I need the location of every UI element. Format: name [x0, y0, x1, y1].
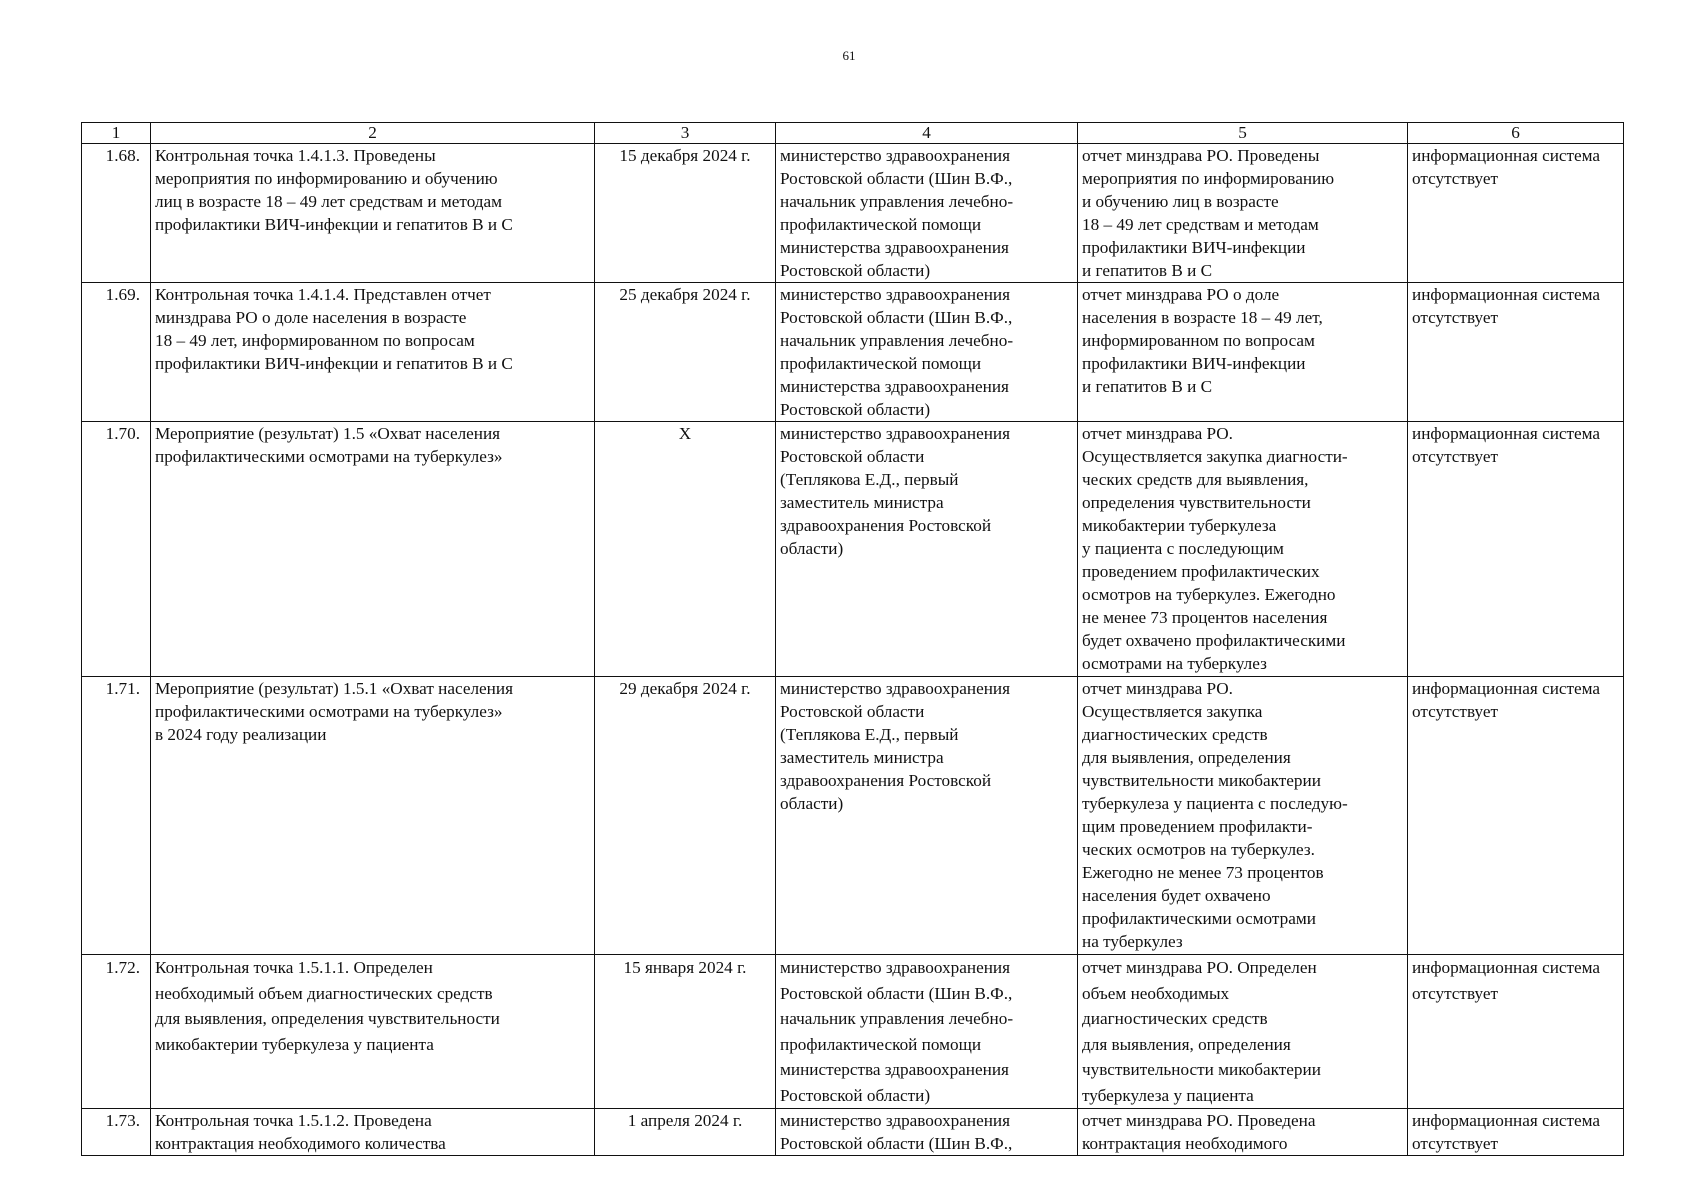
column-header-2: 2	[151, 123, 595, 144]
column-header-1: 1	[82, 123, 151, 144]
row-description: Мероприятие (результат) 1.5.1 «Охват населения профилактическими осмотрами на туберкулез» в 2024 году реализации	[151, 677, 595, 955]
row-result: отчет минздрава РО о доле населения в возрасте 18 – 49 лет, информированном по вопросам профилактики ВИЧ-инфекции и гепатитов В и С	[1078, 283, 1408, 422]
column-header-4: 4	[776, 123, 1078, 144]
row-result: отчет минздрава РО. Определен объем необходимых диагностических средств для выявления, определения чувствительности микобактерии туберкулеза у пациента	[1078, 955, 1408, 1109]
row-number: 1.68.	[82, 144, 151, 283]
row-description: Мероприятие (результат) 1.5 «Охват населения профилактическими осмотрами на туберкулез»	[151, 422, 595, 677]
page-number: 61	[842, 48, 856, 63]
row-description: Контрольная точка 1.5.1.2. Проведена контрактация необходимого количества	[151, 1109, 595, 1156]
row-information-system: информационная система отсутствует	[1408, 422, 1624, 677]
row-number: 1.73.	[82, 1109, 151, 1156]
row-description: Контрольная точка 1.4.1.4. Представлен отчет минздрава РО о доле населения в возрасте 18 – 49 лет, информированном по вопросам профилактики ВИЧ-инфекции и гепатитов В и С	[151, 283, 595, 422]
table-row	[82, 1109, 1624, 1156]
row-responsible: министерство здравоохранения Ростовской области (Шин В.Ф., начальник управления лечебно- профилактической помощи министерства здравоохранения Ростовской области)	[776, 283, 1078, 422]
table-row	[82, 283, 1624, 422]
table-header-row	[82, 123, 1624, 144]
row-date: Х	[595, 422, 776, 677]
row-responsible: министерство здравоохранения Ростовской области (Шин В.Ф.,	[776, 1109, 1078, 1156]
column-header-6: 6	[1408, 123, 1624, 144]
row-number: 1.71.	[82, 677, 151, 955]
row-result: отчет минздрава РО. Проведена контрактация необходимого	[1078, 1109, 1408, 1156]
row-date: 1 апреля 2024 г.	[595, 1109, 776, 1156]
column-header-3: 3	[595, 123, 776, 144]
row-responsible: министерство здравоохранения Ростовской области (Шин В.Ф., начальник управления лечебно- профилактической помощи министерства здравоохранения Ростовской области)	[776, 144, 1078, 283]
row-information-system: информационная система отсутствует	[1408, 283, 1624, 422]
row-number: 1.72.	[82, 955, 151, 1109]
row-information-system: информационная система отсутствует	[1408, 677, 1624, 955]
row-number: 1.70.	[82, 422, 151, 677]
measures-table	[81, 122, 1624, 1156]
row-information-system: информационная система отсутствует	[1408, 1109, 1624, 1156]
row-result: отчет минздрава РО. Осуществляется закупка диагности- ческих средств для выявления, определения чувствительности микобактерии туберкулеза у пациента с последующим проведением профилактических осмотров на туберкулез. Ежегодно не менее 73 процентов населения будет охвачено профилактическими осмотрами на туберкулез	[1078, 422, 1408, 677]
row-result: отчет минздрава РО. Проведены мероприятия по информированию и обучению лиц в возрасте 18 – 49 лет средствам и методам профилактики ВИЧ-инфекции и гепатитов В и С	[1078, 144, 1408, 283]
row-date: 15 декабря 2024 г.	[595, 144, 776, 283]
row-description: Контрольная точка 1.4.1.3. Проведены мероприятия по информированию и обучению лиц в возрасте 18 – 49 лет средствам и методам профилактики ВИЧ-инфекции и гепатитов В и С	[151, 144, 595, 283]
row-date: 29 декабря 2024 г.	[595, 677, 776, 955]
table-row	[82, 955, 1624, 1109]
row-information-system: информационная система отсутствует	[1408, 144, 1624, 283]
table-row	[82, 144, 1624, 283]
table-row	[82, 677, 1624, 955]
table-row	[82, 422, 1624, 677]
row-responsible: министерство здравоохранения Ростовской области (Теплякова Е.Д., первый заместитель министра здравоохранения Ростовской области)	[776, 422, 1078, 677]
row-responsible: министерство здравоохранения Ростовской области (Шин В.Ф., начальник управления лечебно- профилактической помощи министерства здравоохранения Ростовской области)	[776, 955, 1078, 1109]
column-header-5: 5	[1078, 123, 1408, 144]
row-date: 25 декабря 2024 г.	[595, 283, 776, 422]
table-body	[82, 123, 1624, 1156]
row-description: Контрольная точка 1.5.1.1. Определен необходимый объем диагностических средств для выявления, определения чувствительности микобактерии туберкулеза у пациента	[151, 955, 595, 1109]
row-date: 15 января 2024 г.	[595, 955, 776, 1109]
row-number: 1.69.	[82, 283, 151, 422]
row-responsible: министерство здравоохранения Ростовской области (Теплякова Е.Д., первый заместитель министра здравоохранения Ростовской области)	[776, 677, 1078, 955]
row-result: отчет минздрава РО. Осуществляется закупка диагностических средств для выявления, определения чувствительности микобактерии туберкулеза у пациента с последую- щим проведением профилакти- ческих осмотров на туберкулез. Ежегодно не менее 73 процентов населения будет охвачено профилактическими осмотрами на туберкулез	[1078, 677, 1408, 955]
row-information-system: информационная система отсутствует	[1408, 955, 1624, 1109]
